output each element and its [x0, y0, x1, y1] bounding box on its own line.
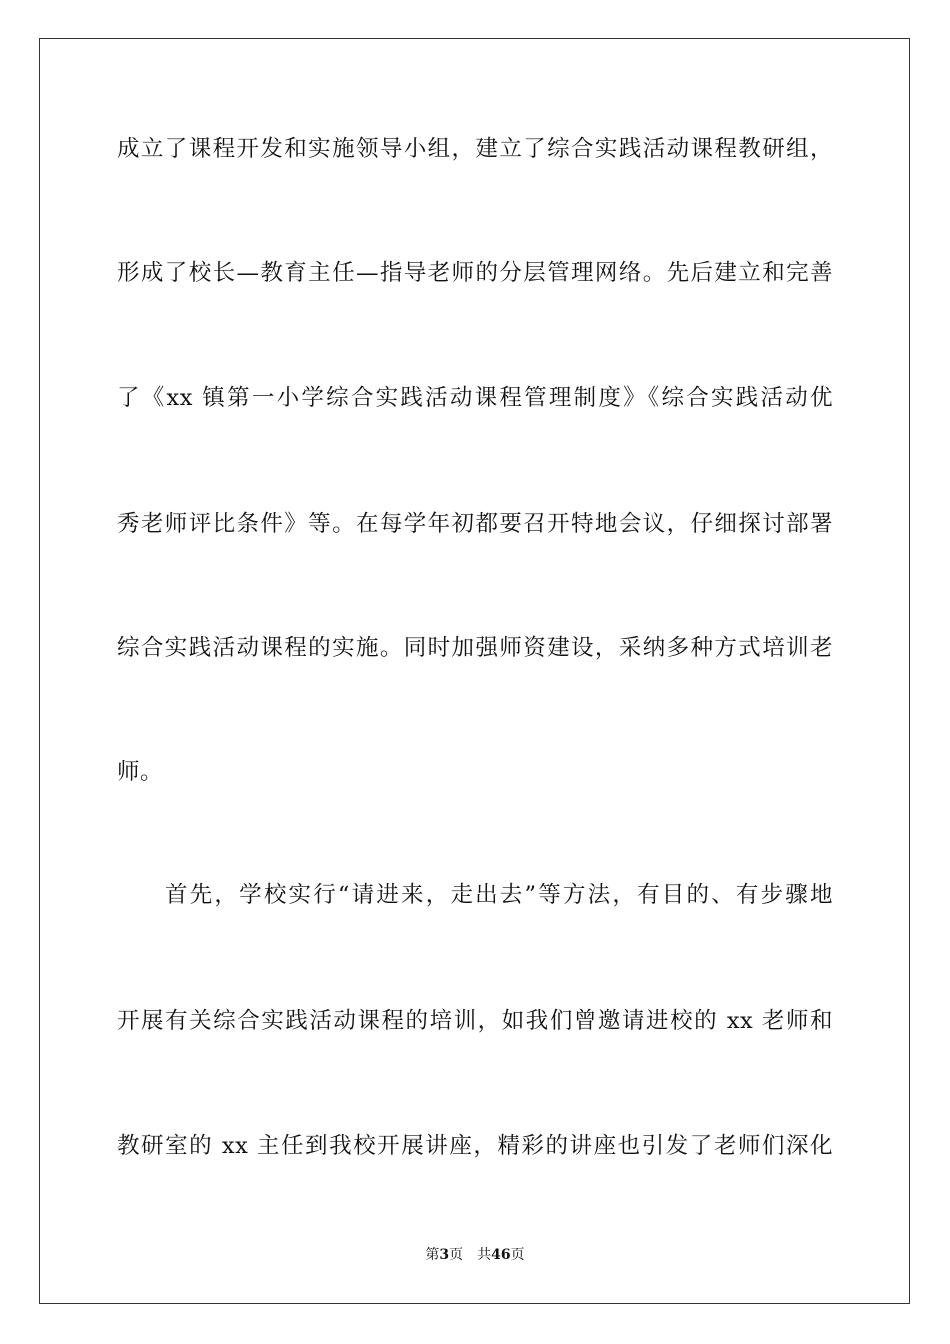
text-line: 教研室的 xx 主任到我校开展讲座，精彩的讲座也引发了老师们深化 [117, 1133, 833, 1159]
text-line: 首先，学校实行“请进来，走出去”等方法，有目的、有步骤地 [165, 882, 833, 908]
text-line: 形成了校长—教育主任—指导老师的分层管理网络。先后建立和完善 [117, 260, 833, 286]
page-number: 3 [439, 1247, 450, 1263]
total-prefix: 共 [477, 1247, 492, 1263]
text-line: 秀老师评比条件》等。在每学年初都要召开特地会议，仔细探讨部署 [117, 511, 833, 537]
total-pages: 46 [491, 1247, 511, 1263]
text-line: 成立了课程开发和实施领导小组，建立了综合实践活动课程教研组， [117, 136, 833, 162]
text-line: 综合实践活动课程的实施。同时加强师资建设，采纳多种方式培训老 [117, 635, 833, 661]
page-suffix: 页 [449, 1247, 464, 1263]
page-prefix: 第 [425, 1247, 440, 1263]
text-line: 了《xx 镇第一小学综合实践活动课程管理制度》《综合实践活动优 [117, 385, 833, 411]
page-footer [0, 1245, 950, 1265]
text-line: 师。 [117, 759, 164, 785]
page-border [39, 38, 910, 1304]
total-suffix: 页 [510, 1247, 525, 1263]
text-line: 开展有关综合实践活动课程的培训，如我们曾邀请进校的 xx 老师和 [117, 1008, 833, 1034]
